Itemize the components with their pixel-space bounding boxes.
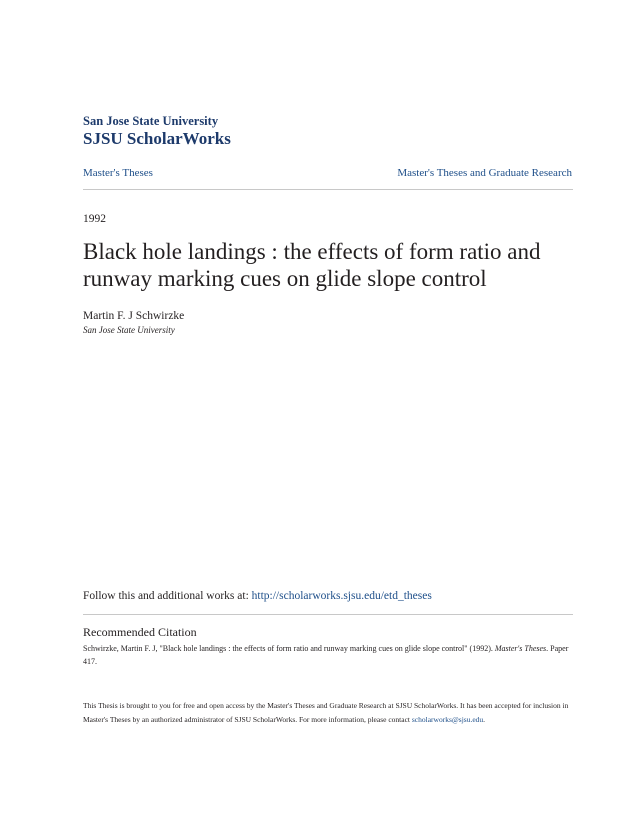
author-name: Martin F. J Schwirzke: [83, 310, 185, 322]
citation-suffix: . Paper 417.: [83, 644, 569, 666]
follow-label: Follow this and additional works at:: [83, 590, 252, 602]
repository-name[interactable]: SJSU ScholarWorks: [83, 129, 231, 148]
university-name: San Jose State University: [83, 114, 219, 128]
citation-main: Schwirzke, Martin F. J, "Black hole landings : the effects of form ratio and runway marking cues on glide slope control" (1992).: [83, 644, 495, 653]
author-affiliation: San Jose State University: [83, 325, 175, 335]
follow-link[interactable]: http://scholarworks.sjsu.edu/etd_theses: [251, 590, 432, 602]
citation-divider: [83, 614, 573, 615]
citation-heading: Recommended Citation: [83, 625, 197, 639]
citation-text: [83, 642, 573, 668]
header-divider: [83, 189, 573, 190]
contact-email-link[interactable]: scholarworks@sjsu.edu: [411, 715, 484, 724]
follow-line: [83, 590, 432, 602]
document-title: Black hole landings : the effects of form ratio and runway marking cues on glide slope control: [83, 239, 541, 291]
parent-collection-link[interactable]: Master's Theses and Graduate Research: [397, 167, 572, 179]
collection-link[interactable]: Master's Theses: [83, 167, 153, 179]
access-notice: [83, 699, 573, 727]
citation-series: Master's Theses: [494, 644, 547, 653]
access-notice-end: .: [483, 715, 486, 724]
access-notice-text: This Thesis is brought to you for free and open access by the Master's Theses and Graduate Research at SJSU ScholarWorks. It has been accepted for inclusion in Master's Theses by an authorized administrator of SJSU ScholarWorks. For more information, please contact: [83, 701, 569, 724]
publication-year: 1992: [83, 213, 106, 225]
